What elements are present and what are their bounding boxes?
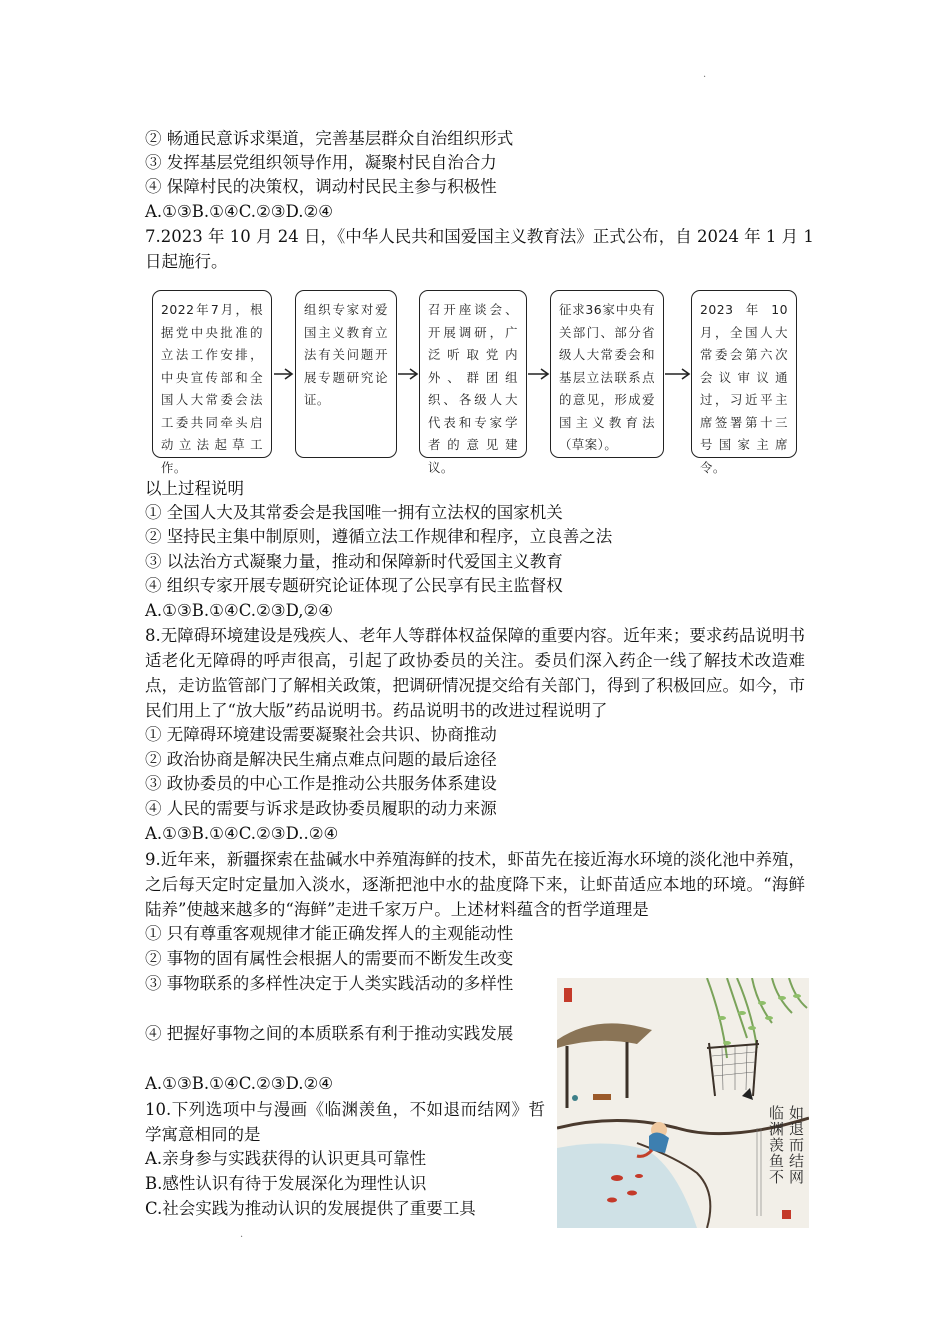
svg-text:不: 不 [769,1168,785,1186]
svg-text:鱼: 鱼 [769,1152,785,1170]
q7-answers: A.①③B.①④C.②③D,②④ [145,601,334,620]
q9-stem: 9.近年来，新疆探索在盐碱水中养殖海鲜的技术，虾苗先在接近海水环境的淡化池中养殖，之后每天定时定量加入淡水，逐渐把池中水的盐度降下来，让虾苗适应本地的环境。“海鲜陆养”使越来越多的“海鲜”走进千家万户。上述材料蕴含的哲学道理是 [145,850,805,919]
q10-option-b: B.感性认识有待于发展深化为理性认识 [145,1174,427,1193]
q7-option-3: ③ 以法治方式凝聚力量，推动和保障新时代爱国主义教育 [145,552,563,571]
q7-stem-line1: 7.2023 年 10 月 24 日，《中华人民共和国爱国主义教育法》正式公布，自 2024 年 1 月 1 [145,227,814,246]
svg-text:如: 如 [789,1104,805,1122]
svg-text:渊: 渊 [769,1120,785,1138]
q7-option-4: ④ 组织专家开展专题研究论证体现了公民享有民主监督权 [145,576,563,595]
svg-text:结: 结 [789,1152,805,1170]
svg-text:退: 退 [789,1120,805,1138]
q9-answers: A.①③B.①④C.②③D.②④ [145,1074,334,1093]
q8-stem: 8.无障碍环境建设是残疾人、老年人等群体权益保障的重要内容。近年来；要求药品说明书适老化无障碍的呼声很高，引起了政协委员的关注。委员们深入药企一线了解技术改造难点，走访监管部门了解相关政策，把调研情况提交给有关部门，得到了积极回应。如今，市民们用上了“放大版”药品说明书。药品说明书的改进过程说明了 [145,626,805,720]
q7-lead: 以上过程说明 [145,479,244,498]
header-mark: · [703,72,707,83]
svg-text:网: 网 [789,1168,805,1186]
q6-answers: A.①③B.①④C.②③D.②④ [145,202,334,221]
flow-arrow-icon [398,366,419,382]
svg-text:临: 临 [769,1104,785,1122]
flow-step-2: 组织专家对爱国主义教育立法有关问题开展专题研究论证。 [295,290,397,458]
q9-option-3: ③ 事物联系的多样性决定于人类实践活动的多样性 [145,974,514,993]
q9-option-1: ① 只有尊重客观规律才能正确发挥人的主观能动性 [145,924,514,943]
q6-option-2: ② 畅通民意诉求渠道，完善基层群众自治组织形式 [145,129,514,148]
flow-arrow-icon [274,366,294,382]
svg-text:羡: 羡 [769,1136,785,1154]
q8-option-2: ② 政治协商是解决民生痛点难点问题的最后途径 [145,750,497,769]
q9-option-4: ④ 把握好事物之间的本质联系有利于推动实践发展 [145,1024,514,1043]
flow-arrow-icon [528,366,550,382]
q8-option-4: ④ 人民的需要与诉求是政协委员履职的动力来源 [145,799,497,818]
q7-option-1: ① 全国人大及其常委会是我国唯一拥有立法权的国家机关 [145,503,563,522]
q10-stem: 10.下列选项中与漫画《临渊羡鱼，不如退而结网》哲学寓意相同的是 [145,1100,545,1144]
flow-step-5: 2023年10月，全国人大常委会第六次会议审议通过，习近平主席签署第十三号国家主席令。 [691,290,797,458]
flow-step-1: 2022年7月，根据党中央批准的立法工作安排，中央宣传部和全国人大常委会法工委共同牵头启动立法起草工作。 [152,290,272,458]
flow-step-4: 征求36家中央有关部门、部分省级人大常委会和基层立法联系点的意见，形成爱国主义教育法（草案）。 [550,290,664,458]
signature-seal [782,1210,791,1219]
q10-option-a: A.亲身参与实践获得的认识更具可靠性 [145,1149,427,1168]
q10-option-c: C.社会实践为推动认识的发展提供了重要工具 [145,1199,476,1218]
q9-option-2: ② 事物的固有属性会根据人的需要而不断发生改变 [145,949,514,968]
q8-option-3: ③ 政协委员的中心工作是推动公共服务体系建设 [145,774,497,793]
red-seal [564,988,572,1002]
flow-arrow-icon [665,366,691,382]
q7-option-2: ② 坚持民主集中制原则，遵循立法工作规律和程序，立良善之法 [145,527,613,546]
cartoon-painting [557,978,809,1228]
small-table [593,1094,611,1100]
svg-text:而: 而 [789,1136,805,1154]
q7-stem-line2: 日起施行。 [145,252,228,271]
q6-option-3: ③ 发挥基层党组织领导作用，凝聚村民自治合力 [145,153,497,172]
legislation-flowchart [150,288,800,475]
flow-step-3: 召开座谈会、开展调研，广泛听取党内外、群团组织、各级人大代表和专家学者的意见建议。 [419,290,527,458]
footer-mark: · [240,1232,244,1243]
q8-option-1: ① 无障碍环境建设需要凝聚社会共识、协商推动 [145,725,497,744]
teapot-icon [572,1095,578,1101]
q6-option-4: ④ 保障村民的决策权，调动村民民主参与积极性 [145,177,497,196]
q8-answers: A.①③B.①④C.②③D..②④ [145,824,339,843]
